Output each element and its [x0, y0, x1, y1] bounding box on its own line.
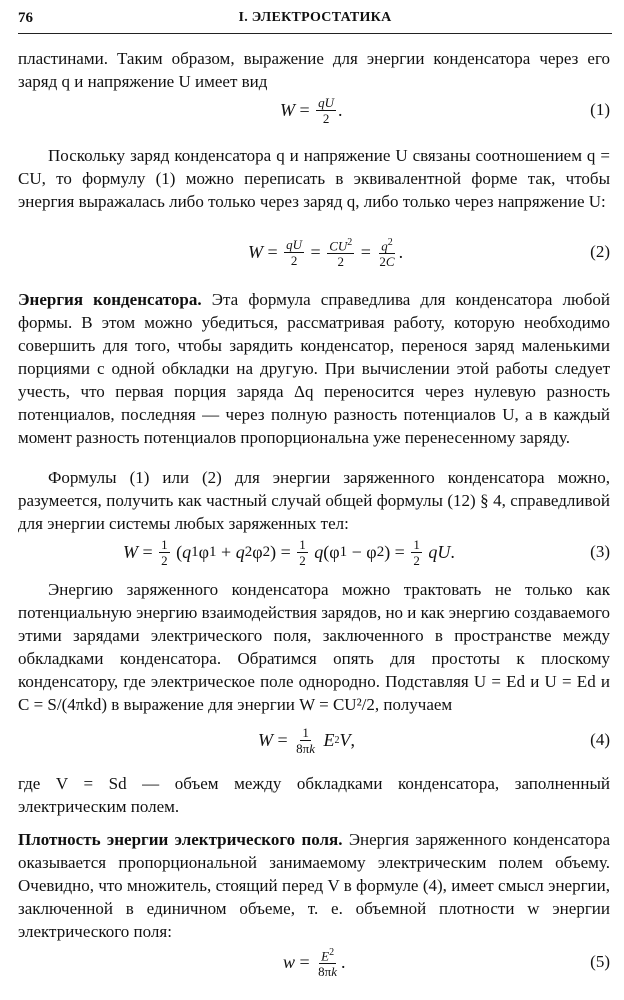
paragraph-4: Формулы (1) или (2) для энергии заряженного конденсатора можно, разумеется, получить как частный случай общей формулы (12) § 4, справедливой для энергии системы любых заряженных тел:: [18, 468, 610, 533]
page-number: 76: [18, 10, 33, 26]
equation-5: w = $\frac{E^2}{8\pi k}$ . (5): [18, 940, 610, 984]
equation-4: W = $\frac{1}{8\pi k}$ E 2 V , (4): [18, 718, 610, 762]
section-heading: Энергия конденсатора.: [18, 290, 202, 309]
page-header: [18, 8, 612, 30]
running-head: I. ЭЛЕКТРОСТАТИКА: [238, 10, 392, 25]
equation-number: (2): [590, 242, 610, 261]
paragraph-6: где V = Sd — объем между обкладками конденсатора, заполненный электрическим полем.: [18, 774, 610, 816]
header-rule: [18, 33, 612, 34]
paragraph-5: Энергию заряженного конденсатора можно трактовать не только как потенциальную энергию взаимодействия зарядов, но и как энергию создаваемого этими зарядами электрического поля, заключенного в пространстве между обкладками конденсатора. Обратимся опять для простоты к плоскому конденсатору, где электрическое поле однородно. Подставляя U = Ed и U = Ed и C = S/(4πkd) в выражение для энергии W = CU²/2, получаем: [18, 580, 611, 714]
paragraph-3: Энергия конденсатора. Эта формула справедлива для конденсатора любой формы. В этом можно убедиться, рассматривая работу, которую необходимо совершить для того, чтобы зарядить конденсатор, перенося заряд маленькими порциями с одной обкладки на другую. При вычислении этой работы следует учесть, что первая порция заряда Δq переносится через нулевую разность потенциалов, последняя — через полную разность потенциалов U, а в каждый момент разность потенциалов пропорциональна уже перенесенному заряду.: [18, 290, 610, 447]
section-heading: Плотность энергии электрического поля.: [18, 830, 343, 849]
equation-number: (1): [590, 100, 610, 119]
equation-3: W = $\frac{1}{2}$ ( q 1 φ 1 + q 2 φ 2 ) = $\frac{1}{2}$ q (φ 1 − φ 2 ) = $\frac{1}{2}$ qU . (3): [18, 530, 610, 574]
equation-number: (5): [590, 952, 610, 971]
equation-1: W = $\frac{qU}{2}$ . (1): [18, 88, 610, 132]
paragraph-7: Плотность энергии электрического поля. Энергия заряженного конденсатора оказывается пропорциональной занимаемому электрическим полем объему. Очевидно, что множитель, стоящий перед V в формуле (4), имеет смысл энергии, заключенной в единичном объеме, т. е. объемной плотности w энергии электрического поля:: [18, 830, 610, 941]
equation-number: (3): [590, 542, 610, 561]
paragraph-2: Поскольку заряд конденсатора q и напряжение U связаны соотношением q = CU, то формулу (1) можно переписать в эквивалентной форме так, чтобы энергия выражалась либо только через заряд q, либо только через напряжение U:: [18, 146, 610, 211]
equation-2: W = $\frac{qU}{2}$ = $\frac{CU^2}{2}$ = $\frac{q^2}{2C}$ . (2): [18, 230, 610, 274]
equation-number: (4): [590, 730, 610, 749]
paragraph-1: пластинами. Таким образом, выражение для энергии конденсатора через его заряд q и напряжение U имеет вид: [18, 49, 610, 91]
